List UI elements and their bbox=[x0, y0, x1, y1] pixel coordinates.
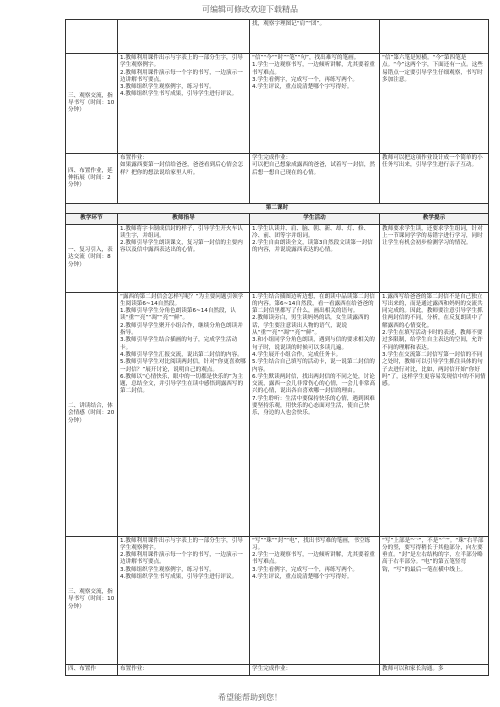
text-line: “写”“珠”“封”“电”，找出书写难的笔画，书空练习。 bbox=[252, 537, 371, 551]
column-header-row bbox=[66, 214, 489, 224]
text-line: 3.教师组织学生观察例字，练习书写。 bbox=[120, 566, 215, 573]
column-header: 教学环节 bbox=[66, 214, 118, 224]
text-line: 4.教师组织学生书写成果，引导学生进行评议。 bbox=[120, 91, 238, 98]
hint-cell: “写”上部是“冖”，不是“宀”。“珠”右半部分的竖，要写得稍长于其他部分，向左要垂直。“封”是左右结构的字，左半部分略高于右半部分。“电”的第五笔竖弯钩，“写”的最后一笔在横中线上。 bbox=[380, 536, 489, 664]
student-cell bbox=[250, 292, 380, 536]
text-line: 4.学生评议，重点说清楚哪个字写得好。 bbox=[252, 84, 353, 91]
text-line: 7.学生聆听：生活中要保持快乐的心情，遇到困难要坚持乐观，用快乐的心态面对生活，使自己快乐，身边的人也会快乐。 bbox=[252, 395, 375, 417]
text-line: 3.和小组同学分角色朗读，遇到与信的要求相关的句子时，说说读的时候可以多读几遍。 bbox=[252, 337, 375, 351]
text-line: 3.学生看例字，完成写一个，再练写两个。 bbox=[252, 566, 359, 573]
text-line: 4.教师引导学生汇报交流，说出第二封信的内容。 bbox=[120, 351, 243, 358]
text-line: 2.教师读旁白，男生读妈妈的话，女生读露西的话，学生要注意读出人物的语气，说说从“重”“亮”“凋”“亮”“鲜”。 bbox=[252, 315, 370, 337]
lesson-plan-table bbox=[65, 19, 489, 676]
hint-cell: 教师要求学生读，还要求学生组词，针对上一节课同学学的易错字进行学习，同时让学生有机会初步检测学习的情况。 bbox=[380, 224, 489, 292]
student-cell bbox=[250, 224, 380, 292]
teacher-cell bbox=[118, 54, 250, 154]
text-line: 1.学生结合插图边听边想，在朗读中品读第二封信的内容。第6~14自然段，看一看露西在给爸爸的第二封信里都写了什么，画出相关的语句。 bbox=[252, 293, 375, 315]
text-line: 1.学生认读并、肩、脑、朝、新、却、灯、修、冷、前、团等字并组词。 bbox=[252, 225, 370, 239]
section-row bbox=[66, 204, 489, 214]
stage-cell bbox=[66, 20, 118, 54]
column-header: 教学提示 bbox=[380, 214, 489, 224]
text-line: “露西的第二封信会怎样写呢？”为主要问题引领学生阅读第6~14自然段。 bbox=[120, 293, 244, 307]
table-row bbox=[66, 664, 489, 675]
teacher-cell bbox=[118, 224, 250, 292]
teacher-cell bbox=[118, 20, 250, 54]
text-line: 1.学生一边观察书写，一边倾听讲解，尤其要着重书写难点。 bbox=[252, 62, 375, 76]
student-cell bbox=[250, 54, 380, 154]
table-row bbox=[66, 154, 489, 204]
column-header: 学生活动 bbox=[250, 214, 380, 224]
text-line: 布置作业： bbox=[120, 155, 148, 161]
table-row bbox=[66, 54, 489, 154]
text-line: 可以把自己想象成露西的爸爸，试着写一封信，然后想一想自己现在的心情。 bbox=[252, 162, 376, 176]
text-line: 4.学生展开小组合作，完成任务卡。 bbox=[252, 351, 342, 358]
text-line: 1.教师利用课件出示与字表上的一部分生字，引导学生观察例字。 bbox=[120, 537, 243, 551]
text-line: 6.学生默读两封信，找出两封信的不同之处，讨论交流，露西一会儿非常伤心的心情，一会儿非常高兴的心情，说出各自喜欢哪一封信的理由。 bbox=[252, 373, 376, 395]
text-line: 3.学生看例字，完成写一个，再练写两个。 bbox=[252, 76, 359, 83]
stage-cell: 三、观察交流，指导书写（时间：10分钟） bbox=[66, 54, 118, 154]
text-line: “信”“今”“时”“笔”“句”，找出难写的笔画。 bbox=[252, 55, 360, 61]
stage-cell: 三、观察交流，指导书写（时间：10分钟） bbox=[66, 536, 118, 664]
student-cell: 找，观察字理图记“肩”“团”。 bbox=[250, 20, 380, 54]
hint-cell: 教师可以和家长沟通。多 bbox=[380, 664, 489, 675]
text-line: 3.教师引导学生结合插画的句子，完成学生活动卡。 bbox=[120, 337, 238, 351]
text-line: 4.教师组织学生书写成果，引导学生进行评议。 bbox=[120, 574, 238, 581]
student-cell bbox=[250, 154, 380, 204]
stage-cell: 四、布置作 bbox=[66, 664, 118, 675]
hint-cell: 教师可以把这项作业设计成一个简单的小任务写出来，引导学生进行亲子互动。 bbox=[380, 154, 489, 204]
text-line: 2.教师引导学生朗读课文，复习第一封信的主要内容以及信中露西表达出的心情。 bbox=[120, 240, 243, 254]
hint-cell: “信”第六笔是短横。“今”第四笔是点。“今”这两个字，下面还有一点。这些易错点一定要引导学生仔细观察，书写时多加注意。 bbox=[380, 54, 489, 154]
hint-cell bbox=[380, 292, 489, 536]
stage-cell: 一、复习引入，表达交流（时间：8分钟） bbox=[66, 224, 118, 292]
student-cell: 学生完成作业： bbox=[250, 664, 380, 675]
teacher-cell bbox=[118, 292, 250, 536]
table-row bbox=[66, 20, 489, 54]
text-line: 4.学生评议，重点说清楚哪个字写得好。 bbox=[252, 574, 353, 581]
text-line: 2.教师利用课件演示每一个字的书写，一边演示一边讲解书写要点。 bbox=[120, 69, 243, 83]
text-line: 5.学生结合自己填写的活动卡，说一说第二封信的内容。 bbox=[252, 359, 375, 373]
text-line: 2.学生自由朗读全文，读第3自然段文读第一封信的内容，并说说露西表达的心情。 bbox=[252, 240, 373, 254]
text-line: 1.露西写给爸爸的第二封信不是自己独立写出来的，而是通过露西和妈妈的交流共同完成的。因此，教师要注意引导学生抓住两封信的不同，分析，在反复朗读中了解露西的心情变化。 bbox=[382, 293, 483, 329]
text-line: 2.教师利用课件演示每一个字的书写，一边演示一边讲解书写要点。 bbox=[120, 552, 243, 566]
text-line: 3.教师组织学生观察例字，练习书写。 bbox=[120, 84, 215, 91]
stage-cell: 二、讲读结合，体会情感（时间：20分钟） bbox=[66, 292, 118, 536]
text-line: 1.教师引导学生分角色朗读第6~14自然段，认读“重”“亮”“凋”“亮”“鲜”。 bbox=[120, 308, 236, 322]
text-line: 学生完成作业： bbox=[252, 155, 292, 161]
column-header: 教师指导 bbox=[118, 214, 250, 224]
text-line: 2.学生一边观察书写，一边倾听讲解，尤其要着重书写难点。 bbox=[252, 552, 375, 566]
hint-cell bbox=[380, 20, 489, 54]
text-line: 1.教师利用课件出示与字表上的一部分生字，引导学生观察例字。 bbox=[120, 55, 243, 69]
text-line: 6.教师以“心情快乐，眼中的一切都是快乐的”为主题，总结全文，并引导学生在读中感悟到露西写的第二封信。 bbox=[120, 373, 244, 395]
text-line: 如果露西要第一封信给爸爸，爸爸看到后心情会怎样？把你的想法说给家里人听。 bbox=[120, 162, 244, 176]
text-line: 2.学生在填写活动卡时的表述，教师不要过多限制，给学生自主表达的空间，允许不同的理解和表达。 bbox=[382, 330, 483, 351]
teacher-cell bbox=[118, 154, 250, 204]
student-cell bbox=[250, 536, 380, 664]
second-lesson-label: 第二课时 bbox=[66, 204, 489, 214]
teacher-cell bbox=[118, 536, 250, 664]
text-line: 2.教师引导学生聚开小组合作，继续分角色朗读并指导。 bbox=[120, 322, 243, 337]
table-row bbox=[66, 292, 489, 536]
teacher-cell: 布置作业： bbox=[118, 664, 250, 675]
text-line: 3.学生在交流第二封信写第一封信的不同之处时，教师可以引导学生抓住具体的句子去进行对比，比如，两封信开始“你好吗”了，这样学生更容易发现信中的不同情感。 bbox=[382, 351, 486, 388]
page-header: 可编辑可修改欢迎下载精品 bbox=[202, 5, 298, 14]
stage-cell: 四、布置作业，延伸拓展（时间：2分钟） bbox=[66, 154, 118, 204]
page-footer: 希望能帮助到您！ bbox=[218, 693, 282, 702]
text-line: 1.教师将字卡制成信封的样子，引导学生开火车认读生字，并组词。 bbox=[120, 225, 243, 239]
table-row bbox=[66, 224, 489, 292]
text-line: 5.教师引导学生对比阅读两封信，针对“你更喜欢哪一封信？”展开讨论，说明自己的观点。 bbox=[120, 359, 246, 373]
table-row bbox=[66, 536, 489, 664]
